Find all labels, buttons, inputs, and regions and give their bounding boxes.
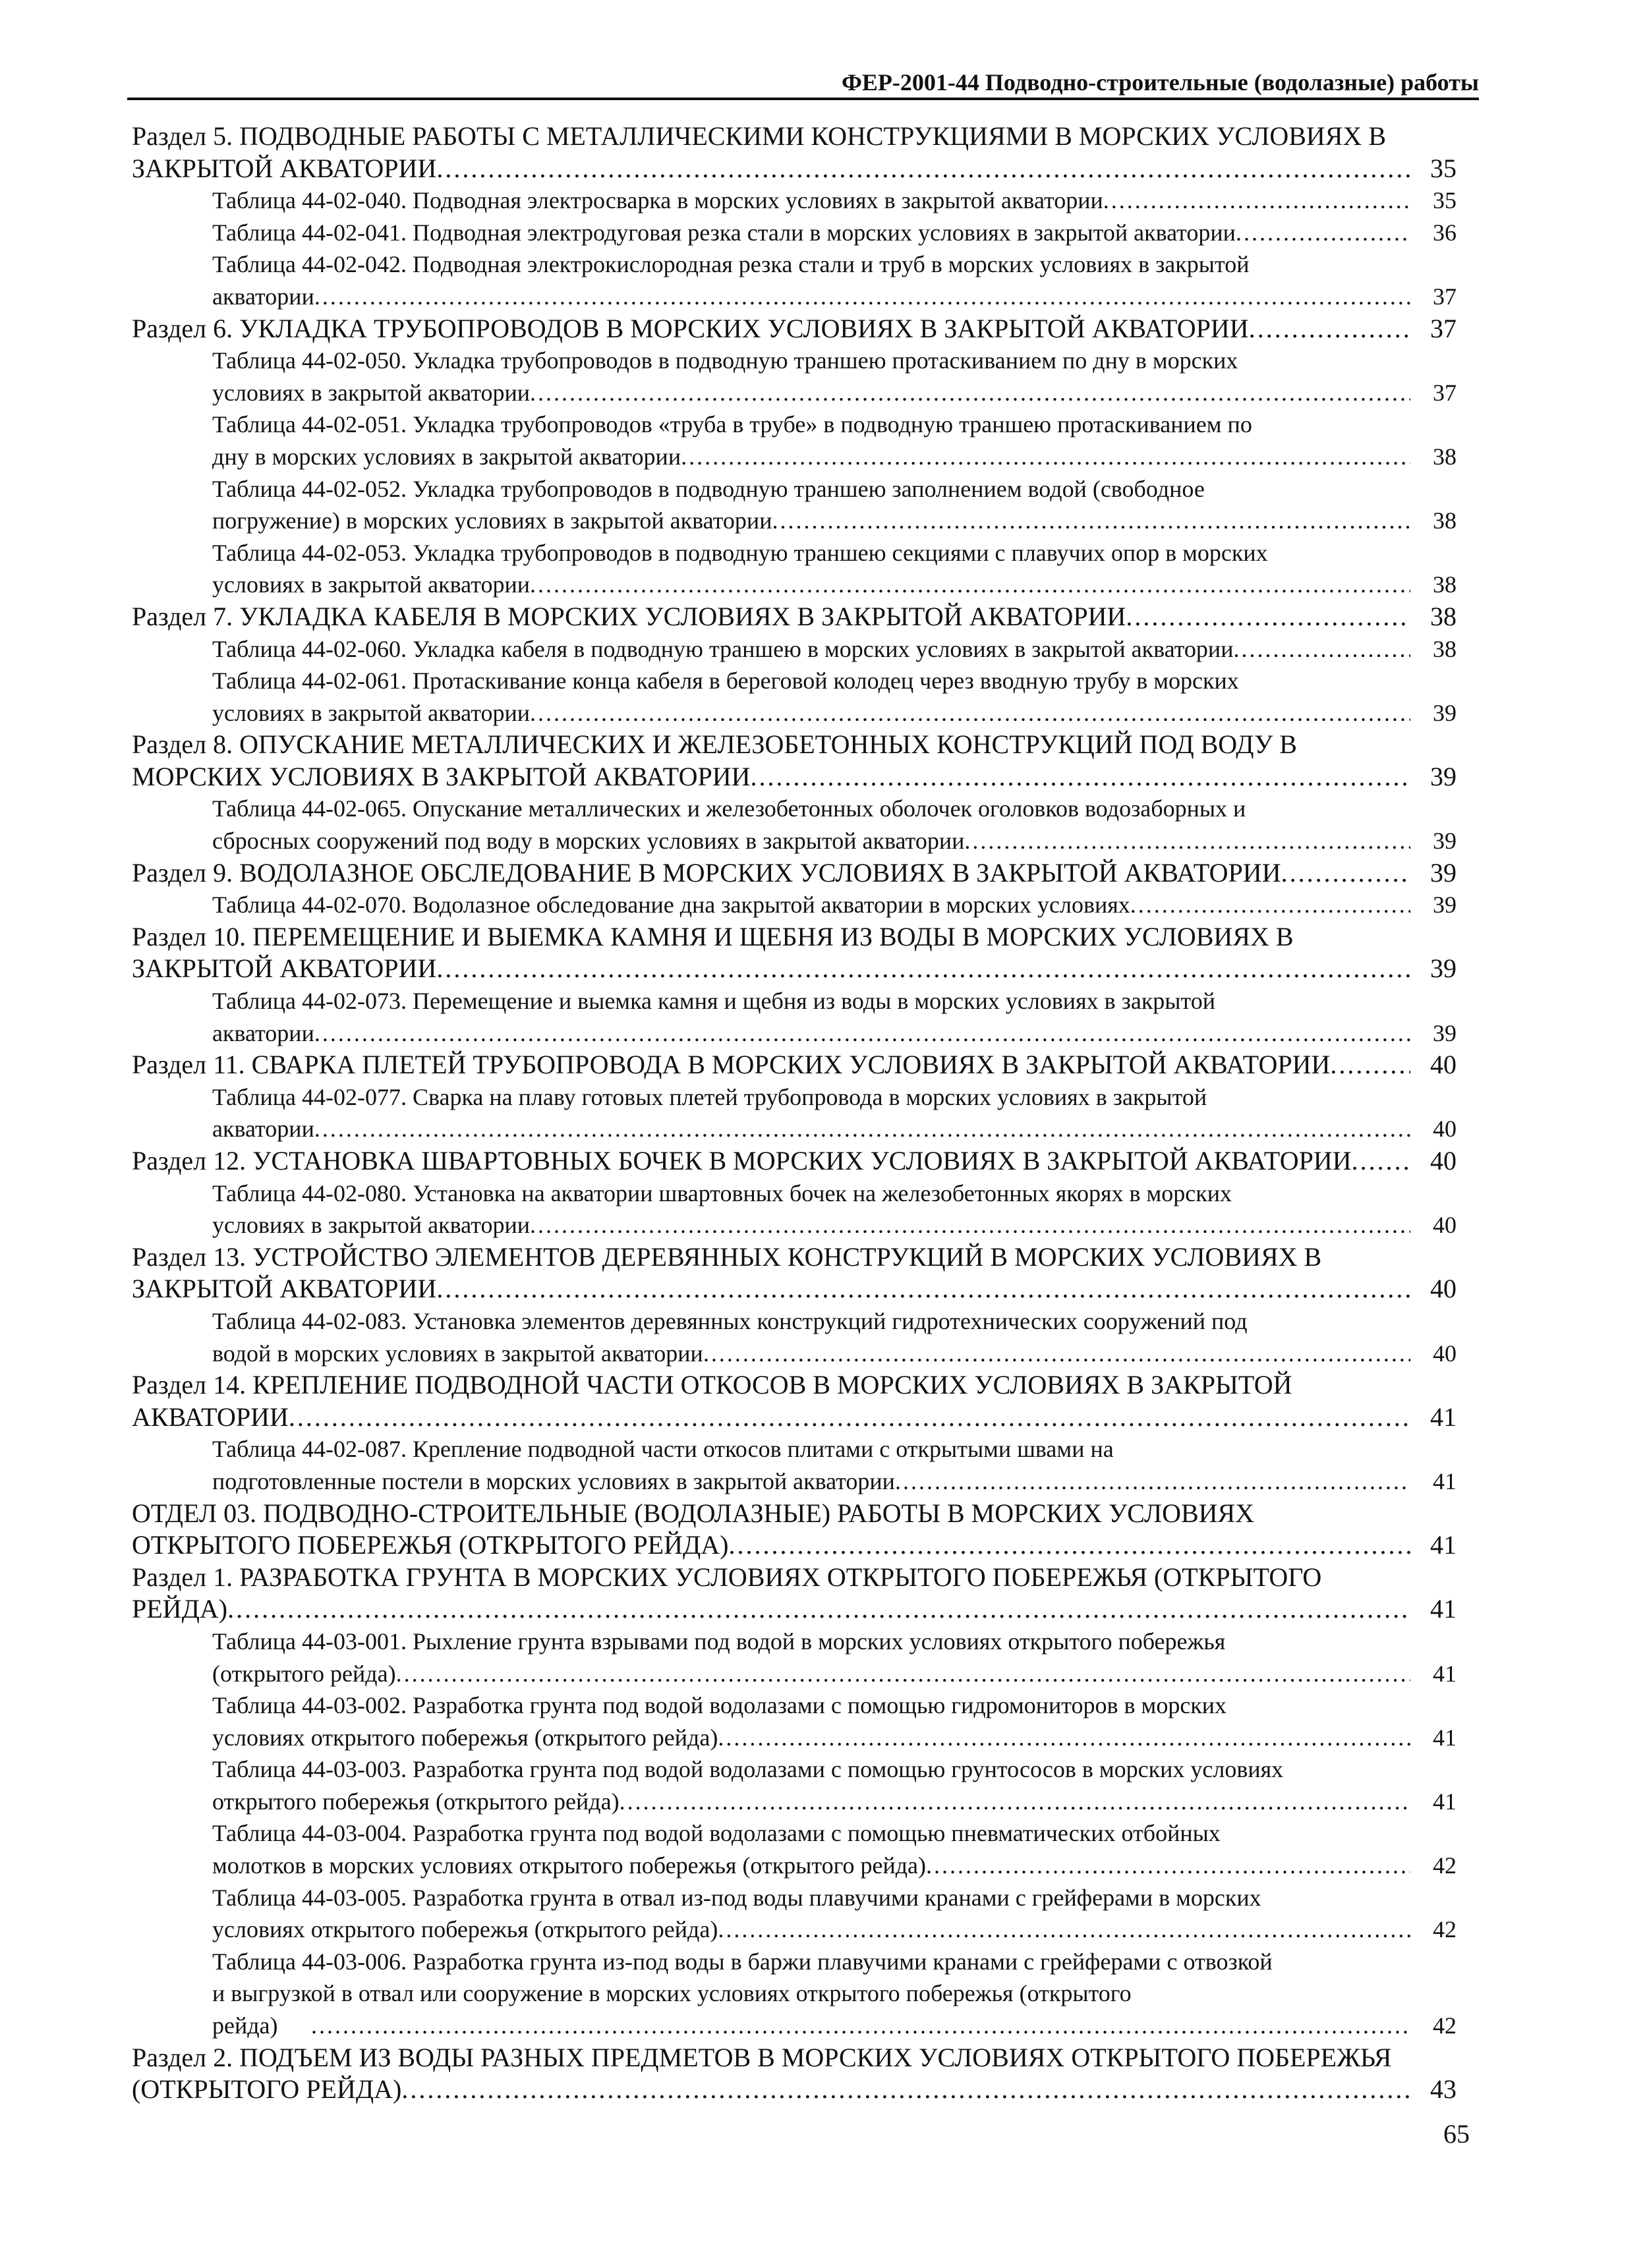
toc-entry-text: Раздел 1. РАЗРАБОТКА ГРУНТА В МОРСКИХ УСЛОВИЯХ ОТКРЫТОГО ПОБЕРЕЖЬЯ (ОТКРЫТОГО (132, 1562, 1322, 1592)
toc-page-number: 39 (1433, 828, 1457, 855)
toc-entry-text: акватории (212, 1019, 314, 1046)
dot-leader (314, 281, 1410, 313)
toc-entry-text: молотков в морских условиях открытого побережья (открытого рейда) (212, 1852, 927, 1879)
toc-page-number: 41 (1433, 1660, 1457, 1687)
toc-entry-text: условиях в закрытой акватории (212, 699, 530, 726)
toc-page-number: 40 (1430, 1050, 1457, 1080)
toc-section-entry[interactable] (132, 601, 1457, 633)
toc-page-number: 40 (1430, 1146, 1457, 1176)
dot-leader (718, 1722, 1410, 1754)
toc-table-entry[interactable] (132, 633, 1457, 666)
toc-table-entry[interactable] (132, 217, 1457, 249)
toc-entry-text: погружение) в морских условиях в закрытой акватории (212, 507, 772, 534)
toc-entry-text: Таблица 44-03-001. Рыхление грунта взрывами под водой в морских условиях открытого побережья (212, 1628, 1226, 1655)
toc-table-entry[interactable] (132, 793, 1457, 857)
toc-page-number: 35 (1433, 187, 1457, 214)
toc-page-number: 41 (1430, 1594, 1457, 1624)
toc-table-entry[interactable] (132, 1177, 1457, 1241)
dot-leader (1130, 889, 1410, 921)
toc-entry-text: ЗАКРЫТОЙ АКВАТОРИИ (132, 153, 437, 183)
dot-leader (530, 569, 1410, 601)
toc-page-number: 41 (1430, 1530, 1457, 1560)
dot-leader (401, 2074, 1410, 2106)
toc-page-number: 40 (1430, 1274, 1457, 1304)
toc-entry-text: Раздел 2. ПОДЪЕМ ИЗ ВОДЫ РАЗНЫХ ПРЕДМЕТОВ В МОРСКИХ УСЛОВИЯХ ОТКРЫТОГО ПОБЕРЕЖЬЯ (132, 2042, 1392, 2072)
toc-entry-text: подготовленные постели в морских условиях в закрытой акватории (212, 1467, 895, 1494)
toc-entry-text: Таблица 44-02-050. Укладка трубопроводов в подводную траншею протаскиванием по дну в морских (212, 347, 1238, 374)
toc-page-number: 39 (1430, 953, 1457, 984)
toc-table-entry[interactable] (132, 985, 1457, 1049)
toc-section-entry[interactable] (132, 729, 1457, 793)
toc-entry-text: водой в морских условиях в закрытой акватории (212, 1340, 703, 1367)
toc-table-entry[interactable]: Таблица 44-03-006. Разработка грунта из-под воды в баржи плавучими кранами с грейферами с отвозкой и выгрузкой в отвал или сооружение в морских условиях открытого побережья (открытого рейда) ..... 42 (132, 1946, 1457, 2042)
toc-section-entry[interactable] (132, 2042, 1457, 2106)
toc-page-number: 43 (1430, 2074, 1457, 2105)
dot-leader (772, 505, 1410, 537)
toc-page-number: 38 (1433, 443, 1457, 470)
toc-section-entry[interactable] (132, 1049, 1457, 1081)
dot-leader (620, 1786, 1410, 1818)
header-title: ФЕР-2001-44 Подводно-строительные (водолазные) работы (842, 69, 1479, 96)
toc-entry-text: Таблица 44-03-005. Разработка грунта в отвал из-под воды плавучими кранами с грейферами в морских (212, 1884, 1261, 1911)
toc-table-entry[interactable] (132, 1081, 1457, 1145)
toc-page-number: 42 (1433, 1852, 1457, 1879)
toc-table-entry[interactable] (132, 1626, 1457, 1689)
toc-entry-text: Таблица 44-02-087. Крепление подводной части откосов плитами с открытыми швами на (212, 1436, 1114, 1463)
toc-entry-text: ЗАКРЫТОЙ АКВАТОРИИ (132, 953, 437, 984)
toc-table-entry[interactable] (132, 184, 1457, 217)
toc-table-entry[interactable] (132, 1305, 1457, 1369)
toc-section-entry[interactable] (132, 1369, 1457, 1433)
dot-leader (728, 1529, 1410, 1562)
toc-entry-text: Раздел 11. СВАРКА ПЛЕТЕЙ ТРУБОПРОВОДА В МОРСКИХ УСЛОВИЯХ В ЗАКРЫТОЙ АКВАТОРИИ (132, 1050, 1331, 1080)
toc-entry-text: Раздел 8. ОПУСКАНИЕ МЕТАЛЛИЧЕСКИХ И ЖЕЛЕЗОБЕТОННЫХ КОНСТРУКЦИЙ ПОД ВОДУ В (132, 729, 1297, 760)
toc-entry-text: Таблица 44-02-060. Укладка кабеля в подводную траншею в морских условиях в закрытой акватории (212, 635, 1234, 662)
toc-entry-text: ЗАКРЫТОЙ АКВАТОРИИ (132, 1274, 437, 1304)
toc-entry-text: МОРСКИХ УСЛОВИЯХ В ЗАКРЫТОЙ АКВАТОРИИ (132, 761, 751, 791)
toc-page-number: 41 (1430, 1402, 1457, 1432)
toc-entry-text: и выгрузкой в отвал или сооружение в морских условиях открытого побережья (открытого (212, 1980, 1132, 2007)
toc-entry-text: Таблица 44-03-004. Разработка грунта под водой водолазами с помощью пневматических отбойных (212, 1820, 1221, 1847)
toc-entry-text: Таблица 44-03-003. Разработка грунта под водой водолазами с помощью грунтососов в морских условиях (212, 1756, 1284, 1783)
toc-table-entry[interactable] (132, 409, 1457, 472)
toc-entry-text: сбросных сооружений под воду в морских условиях в закрытой акватории (212, 828, 965, 855)
toc-entry-text: условиях в закрытой акватории (212, 379, 530, 406)
toc-entry-text: (ОТКРЫТОГО РЕЙДА) (132, 2074, 402, 2105)
dot-leader (314, 1113, 1410, 1145)
toc-entry-text: Таблица 44-02-040. Подводная электросварка в морских условиях в закрытой акватории (212, 187, 1103, 214)
dot-leader (436, 1273, 1410, 1305)
toc-entry-text: условиях в закрытой акватории (212, 571, 530, 598)
toc-page-number: 42 (1433, 2012, 1457, 2039)
dot-leader (227, 1593, 1410, 1626)
toc-page-number: 41 (1433, 1788, 1457, 1815)
toc-table-entry[interactable] (132, 248, 1457, 312)
toc-table-entry[interactable] (132, 1817, 1457, 1881)
toc-entry-text: условиях открытого побережья (открытого рейда) (212, 1916, 718, 1943)
toc-page-number: 42 (1433, 1916, 1457, 1943)
toc-section-entry[interactable] (132, 121, 1457, 184)
toc-page-number: 37 (1430, 313, 1457, 343)
dot-leader (718, 1914, 1410, 1946)
dot-leader (436, 953, 1410, 985)
toc-entry-text: Таблица 44-02-070. Водолазное обследование дна закрытой акватории в морских условиях (212, 892, 1130, 919)
dot-leader (311, 2010, 1410, 2042)
dot-leader (1330, 1049, 1410, 1081)
dot-leader (1236, 217, 1410, 249)
toc-entry-text: Раздел 6. УКЛАДКА ТРУБОПРОВОДОВ В МОРСКИХ УСЛОВИЯХ В ЗАКРЫТОЙ АКВАТОРИИ (132, 313, 1249, 343)
toc-entry-text: Раздел 7. УКЛАДКА КАБЕЛЯ В МОРСКИХ УСЛОВИЯХ В ЗАКРЫТОЙ АКВАТОРИИ (132, 601, 1126, 631)
toc-entry-text: условиях открытого побережья (открытого рейда) (212, 1724, 718, 1751)
toc-entry-text: Таблица 44-02-061. Протаскивание конца кабеля в береговой колодец через вводную трубу в морских (212, 667, 1239, 695)
toc-entry-text: ОТДЕЛ 03. ПОДВОДНО-СТРОИТЕЛЬНЫЕ (ВОДОЛАЗНЫЕ) РАБОТЫ В МОРСКИХ УСЛОВИЯХ (132, 1498, 1255, 1528)
dot-leader (681, 441, 1410, 473)
toc-entry-text: Таблица 44-03-002. Разработка грунта под водой водолазами с помощью гидромониторов в морских (212, 1692, 1227, 1719)
toc-page-number: 40 (1433, 1212, 1457, 1239)
toc-entry-text: Таблица 44-02-041. Подводная электродуговая резка стали в морских условиях в закрытой акватории (212, 219, 1236, 246)
toc-entry-text: Раздел 10. ПЕРЕМЕЩЕНИЕ И ВЫЕМКА КАМНЯ И ЩЕБНЯ ИЗ ВОДЫ В МОРСКИХ УСЛОВИЯХ В (132, 921, 1294, 951)
toc-entry-text: Таблица 44-02-083. Установка элементов деревянных конструкций гидротехнических сооружений под (212, 1307, 1248, 1334)
toc-page-number: 40 (1433, 1116, 1457, 1143)
toc-entry-text: Раздел 9. ВОДОЛАЗНОЕ ОБСЛЕДОВАНИЕ В МОРСКИХ УСЛОВИЯХ В ЗАКРЫТОЙ АКВАТОРИИ (132, 857, 1281, 888)
toc-entry-text: Таблица 44-02-051. Укладка трубопроводов «труба в трубе» в подводную траншею протаскиванием по (212, 411, 1252, 438)
dot-leader (1249, 313, 1410, 345)
toc-page-number: 39 (1430, 761, 1457, 791)
page-number: 65 (1443, 2119, 1470, 2149)
toc-entry-text: Таблица 44-02-053. Укладка трубопроводов в подводную траншею секциями с плавучих опор в морских (212, 539, 1268, 566)
toc-entry-text: Таблица 44-02-052. Укладка трубопроводов в подводную траншею заполнением водой (свободное (212, 475, 1205, 502)
toc-entry-text: Таблица 44-02-073. Перемещение и выемка камня и щебня из воды в морских условиях в закрытой (212, 988, 1216, 1015)
toc-entry-text: Таблица 44-02-077. Сварка на плаву готовых плетей трубопровода в морских условиях в закрытой (212, 1083, 1207, 1110)
toc-entry-text: Раздел 13. УСТРОЙСТВО ЭЛЕМЕНТОВ ДЕРЕВЯННЫХ КОНСТРУКЦИЙ В МОРСКИХ УСЛОВИЯХ В (132, 1241, 1322, 1272)
toc-page-number: 38 (1433, 507, 1457, 534)
toc-table-entry[interactable] (132, 1753, 1457, 1817)
dot-leader (314, 1017, 1410, 1050)
dot-leader (530, 1209, 1410, 1241)
toc-page-number: 35 (1430, 153, 1457, 183)
toc-entry-text: (открытого рейда) (212, 1660, 396, 1687)
toc-entry-text: Раздел 12. УСТАНОВКА ШВАРТОВНЫХ БОЧЕК В МОРСКИХ УСЛОВИЯХ В ЗАКРЫТОЙ АКВАТОРИИ (132, 1146, 1352, 1176)
toc-page-number: 41 (1433, 1467, 1457, 1494)
dot-leader (1352, 1145, 1410, 1177)
toc-page-number: 39 (1433, 892, 1457, 919)
toc-table-entry[interactable] (132, 473, 1457, 537)
toc-entry-text: акватории (212, 283, 314, 310)
dot-leader (289, 1402, 1410, 1434)
toc-section-entry[interactable] (132, 921, 1457, 985)
toc-page-number: 38 (1433, 635, 1457, 662)
toc-entry-text: ОТКРЫТОГО ПОБЕРЕЖЬЯ (ОТКРЫТОГО РЕЙДА) (132, 1530, 729, 1560)
running-header (127, 67, 1479, 100)
toc-section-entry[interactable] (132, 1562, 1457, 1626)
toc-page-number: 39 (1433, 699, 1457, 726)
toc-table-entry[interactable] (132, 665, 1457, 729)
toc-section-entry[interactable] (132, 1498, 1457, 1562)
toc-entry-text: условиях в закрытой акватории (212, 1212, 530, 1239)
toc-table-entry[interactable] (132, 1433, 1457, 1497)
toc-section-entry[interactable] (132, 857, 1457, 890)
dot-leader (530, 697, 1410, 729)
toc-page-number: 37 (1433, 379, 1457, 406)
dot-leader (895, 1465, 1410, 1498)
dot-leader (1126, 601, 1410, 633)
dot-leader (1233, 633, 1410, 666)
toc-page-number: 36 (1433, 219, 1457, 246)
toc-section-entry[interactable] (132, 1145, 1457, 1177)
toc-entry-text: Таблица 44-02-080. Установка на акватории швартовных бочек на железобетонных якорях в морских (212, 1179, 1232, 1206)
dot-leader (926, 1850, 1410, 1882)
toc-page-number: 41 (1433, 1724, 1457, 1751)
dot-leader (703, 1338, 1410, 1370)
table-of-contents (132, 121, 1457, 2106)
dot-leader (1281, 857, 1410, 890)
toc-table-entry[interactable] (132, 1882, 1457, 1946)
dot-leader (964, 825, 1410, 857)
dot-leader (396, 1658, 1410, 1690)
toc-entry-text: Таблица 44-02-065. Опускание металлических и железобетонных оболочек оголовков водозаборных и (212, 795, 1246, 822)
toc-table-entry[interactable] (132, 345, 1457, 409)
toc-entry-text: открытого побережья (открытого рейда) (212, 1788, 620, 1815)
toc-section-entry[interactable] (132, 313, 1457, 345)
toc-page-number: 38 (1433, 571, 1457, 598)
toc-table-entry[interactable] (132, 889, 1457, 921)
toc-entry-text: АКВАТОРИИ (132, 1402, 289, 1432)
dot-leader (1103, 184, 1410, 217)
toc-page-number: 39 (1430, 857, 1457, 888)
toc-page-number: 37 (1433, 283, 1457, 310)
dot-leader (530, 377, 1410, 409)
toc-entry-text: РЕЙДА) (132, 1594, 228, 1624)
toc-table-entry[interactable] (132, 1689, 1457, 1753)
dot-leader (436, 153, 1410, 185)
toc-entry-text: Раздел 14. КРЕПЛЕНИЕ ПОДВОДНОЙ ЧАСТИ ОТКОСОВ В МОРСКИХ УСЛОВИЯХ В ЗАКРЫТОЙ (132, 1370, 1292, 1400)
toc-entry-text: Таблица 44-02-042. Подводная электрокислородная резка стали и труб в морских условиях в закрытой (212, 251, 1250, 278)
dot-leader (750, 761, 1410, 793)
toc-entry-text: Раздел 5. ПОДВОДНЫЕ РАБОТЫ С МЕТАЛЛИЧЕСКИМИ КОНСТРУКЦИЯМИ В МОРСКИХ УСЛОВИЯХ В (132, 121, 1387, 151)
toc-page-number: 38 (1430, 601, 1457, 631)
toc-page-number: 40 (1433, 1340, 1457, 1367)
toc-entry-text: Таблица 44-03-006. Разработка грунта из-под воды в баржи плавучими кранами с грейферами с отвозкой (212, 1948, 1273, 1975)
toc-entry-text: акватории (212, 1116, 314, 1143)
toc-section-entry[interactable] (132, 1241, 1457, 1305)
toc-entry-text: дну в морских условиях в закрытой акватории (212, 443, 681, 470)
toc-table-entry[interactable] (132, 537, 1457, 601)
toc-page-number: 39 (1433, 1019, 1457, 1046)
